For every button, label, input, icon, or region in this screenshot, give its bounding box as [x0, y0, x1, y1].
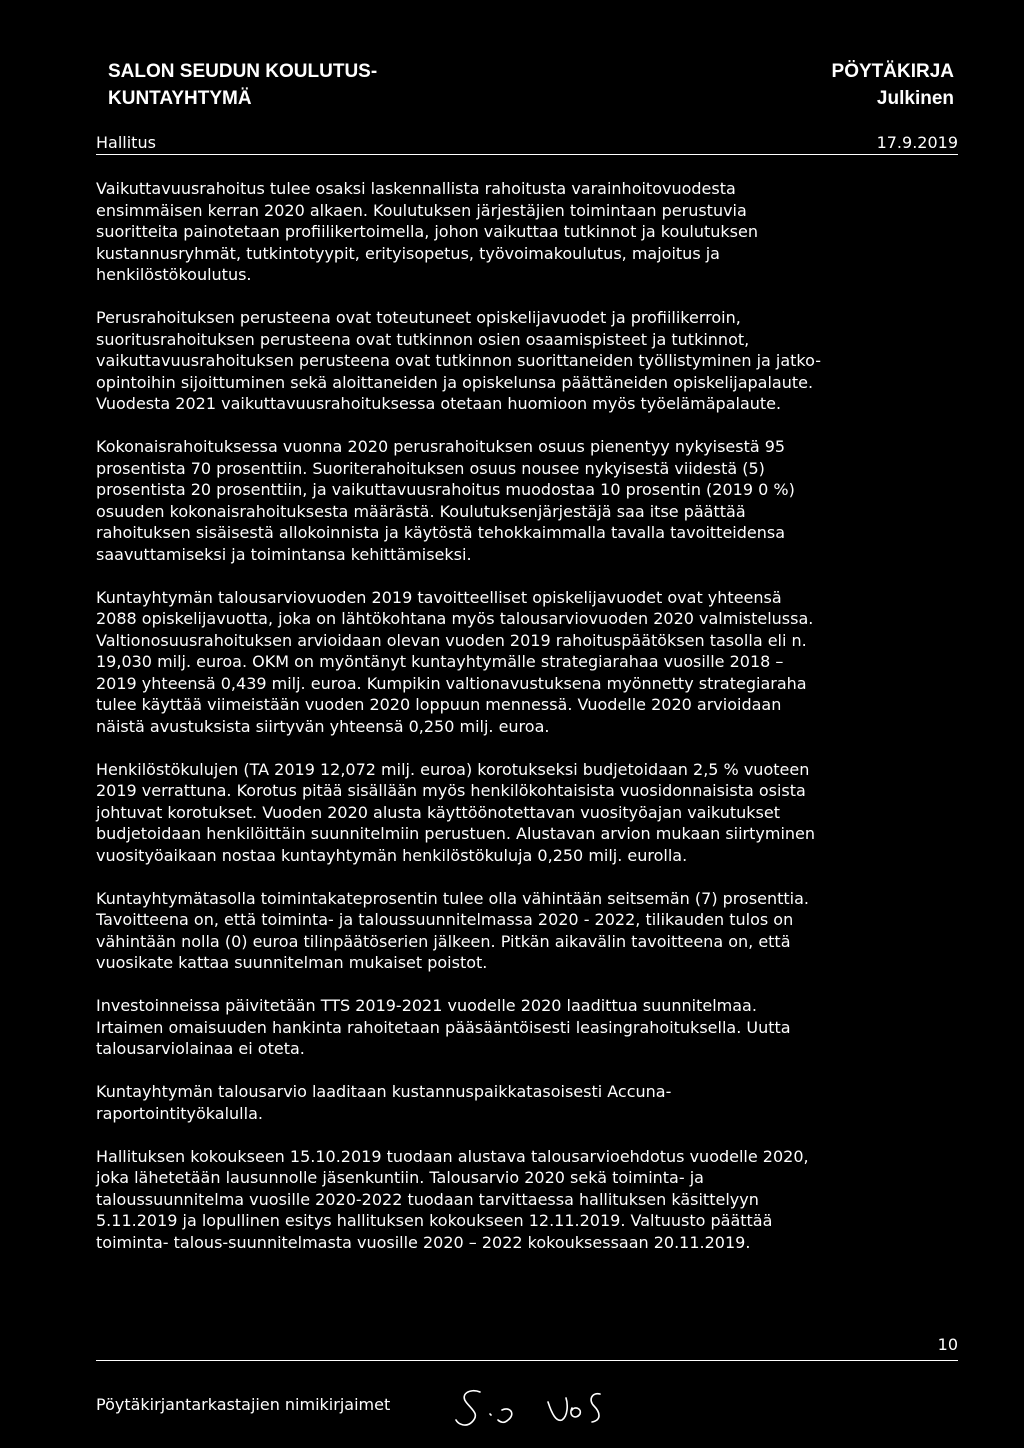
paragraph: Hallituksen kokoukseen 15.10.2019 tuodaan alustava talousarvioehdotus vuodelle 2020, joka lähetetään lausunnolle jäsenkuntiin. Talousarvio 2020 sekä toiminta- ja taloussuunnitelma vuosille 2020-2022 tuodaan tarvittaessa hallituksen käsittelyyn 5.11.2019 ja lopullinen esitys hallituksen kokoukseen 12.11.2019. Valtuusto päättää toiminta- talous-suunnitelmasta vuosille 2020 – 2022 kokouksessaan 20.11.2019. [96, 1146, 809, 1252]
paragraph: Perusrahoituksen perusteena ovat toteutuneet opiskelijavuodet ja profiilikerroin, suoritusrahoituksen perusteena ovat tutkinnon osien osaamispisteet ja tutkinnot, vaikuttavuusrahoituksen perusteena ovat tutkinnon suorittaneiden työllistyminen ja jatko- opintoihin sijoittuminen sekä aloittaneiden ja opiskelunsa päättäneiden opiskelijapalaute. Vuodesta 2021 vaikuttavuusrahoituksessa otetaan huomioon myös työelämäpalaute. [96, 308, 821, 413]
footer-divider [96, 1360, 958, 1361]
signature-label: Pöytäkirjantarkastajien nimikirjaimet [96, 1395, 391, 1414]
meeting-body: Hallitus [96, 133, 156, 152]
document-type: PÖYTÄKIRJA [831, 61, 954, 82]
paragraph: Kuntayhtymän talousarviovuoden 2019 tavoitteelliset opiskelijavuodet ovat yhteensä 2088 opiskelijavuotta, joka on lähtökohtana myös talousarviovuoden 2020 valmistelussa. Valtionosuusrahoituksen arvioidaan olevan vuoden 2019 rahoituspäätöksen tasolla eli n. 19,030 milj. euroa. OKM on myöntänyt kuntayhtymälle strategiarahaa vuosille 2018 – 2019 yhteensä 0,439 milj. euroa. Kumpikin valtionavustuksena myönnetty strategiaraha tulee käyttää viimeistään vuoden 2020 loppuun mennessä. Vuodelle 2020 arvioidaan näistä avustuksista siirtyvän yhteensä 0,250 milj. euroa. [96, 587, 814, 736]
organization-name [108, 58, 377, 112]
paragraph: Kokonaisrahoituksessa vuonna 2020 perusrahoituksen osuus pienentyy nykyisestä 95 prosentista 70 prosenttiin. Suoriterahoituksen osuus nousee nykyisestä viidestä (5) prosentista 20 prosenttiin, ja vaikuttavuusrahoitus muodostaa 10 prosentin (2019 0 %) osuuden kokonaisrahoituksesta määrästä. Koulutuksenjärjestäjä saa itse päättää rahoituksen sisäisestä allokoinnista ja käytöstä tehokkaimmalla tavalla tavoitteidensa saavuttamiseksi ja toimintansa kehittämiseksi. [96, 437, 795, 564]
paragraph: Vaikuttavuusrahoitus tulee osaksi laskennallista rahoitusta varainhoitovuodesta ensimmäisen kerran 2020 alkaen. Koulutuksen järjestäjien toimintaan perustuvia suoritteita painotetaan profiilikertoimella, johon vaikuttaa tutkinnot ja koulutuksen kustannusryhmät, tutkintotyypit, erityisopetus, työvoimakoulutus, majoitus ja henkilöstökoulutus. [96, 179, 758, 284]
meeting-date: 17.9.2019 [876, 133, 958, 152]
visibility-label: Julkinen [876, 88, 954, 109]
meeting-meta-row [96, 131, 958, 155]
document-type-block [832, 58, 954, 112]
document-body [96, 178, 958, 1275]
page-number: 10 [937, 1335, 958, 1354]
paragraph: Henkilöstökulujen (TA 2019 12,072 milj. euroa) korotukseksi budjetoidaan 2,5 % vuoteen 2019 verrattuna. Korotus pitää sisällään myös henkilökohtaisista vuosidonnaisista osista johtuvat korotukset. Vuoden 2020 alusta käyttöönotettavan vuosityöajan vaikutukset budjetoidaan henkilöittäin suunnitelmiin perustuen. Alustavan arvion mukaan siirtyminen vuosityöaikaan nostaa kuntayhtymän henkilöstökuluja 0,250 milj. eurolla. [96, 759, 816, 865]
paragraph: Kuntayhtymätasolla toimintakateprosentin tulee olla vähintään seitsemän (7) prosenttia. Tavoitteena on, että toiminta- ja taloussuunnitelmassa 2020 - 2022, tilikauden tulos on vähintään nolla (0) euroa tilinpäätöserien jälkeen. Pitkän aikavälin tavoitteena on, että vuosikate kattaa suunnitelman mukaiset poistot. [96, 888, 810, 972]
paragraph: Investoinneissa päivitetään TTS 2019-2021 vuodelle 2020 laadittua suunnitelmaa. Irtaimen omaisuuden hankinta rahoitetaan pääsääntöisesti leasingrahoituksella. Uutta talousarviolainaa ei oteta. [96, 996, 791, 1058]
organization-name-line1: SALON SEUDUN KOULUTUS- [108, 61, 378, 82]
organization-name-line2: KUNTAYHTYMÄ [108, 88, 252, 109]
header-divider [96, 154, 958, 155]
paragraph: Kuntayhtymän talousarvio laaditaan kustannuspaikkatasoisesti Accuna- raportointityökalulla. [96, 1082, 672, 1123]
handwritten-initials [450, 1380, 630, 1440]
